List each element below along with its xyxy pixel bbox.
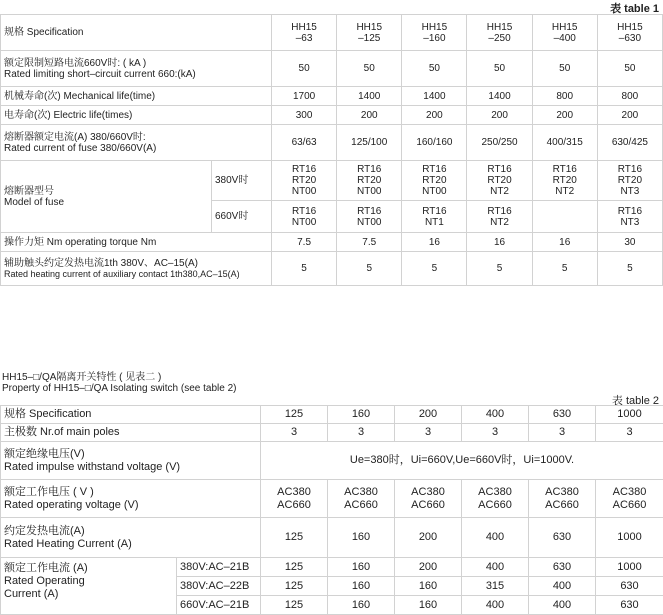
t1-cell: 5 [272, 252, 337, 286]
t1-cell: RT16 RT20 NT3 [597, 161, 662, 201]
t1-cell: 16 [532, 233, 597, 252]
t1-label: 熔断器额定电流(A) 380/660V时: Rated current of fuse 380/660V(A) [1, 125, 272, 161]
t2-cell: AC380 AC660 [328, 480, 395, 518]
t1-cell: 1400 [467, 87, 532, 106]
t1-cell: 16 [402, 233, 467, 252]
t2-col: 630 [529, 406, 596, 424]
t2-label: 额定绝缘电压(V) Rated impulse withstand voltage (V) [1, 442, 261, 480]
t2-cell: 400 [462, 518, 529, 558]
t2-row-op-voltage [1, 480, 663, 518]
t1-col [467, 15, 532, 51]
t2-cell: 3 [596, 424, 663, 442]
t1-col-text: HH15 –160 [405, 22, 463, 44]
t1-sublabel: 380V时 [212, 161, 272, 201]
t2-cell-wide: Ue=380时，Ui=660V,Ue=660V时，Ui=1000V. [261, 442, 663, 480]
t2-cell: AC380 AC660 [395, 480, 462, 518]
t1-sublabel: 660V时 [212, 201, 272, 233]
t2-cell: 3 [395, 424, 462, 442]
t1-cell: 5 [467, 252, 532, 286]
t1-cell: RT16 RT20 NT00 [272, 161, 337, 201]
table1-caption: 表 table 1 [610, 0, 659, 16]
t1-cell: RT16 NT00 [272, 201, 337, 233]
t2-cell: 200 [395, 518, 462, 558]
t1-cell: 1400 [402, 87, 467, 106]
t1-aux-label-cn: 辅助触头约定发热电流1th 380V、AC–15(A) [4, 258, 268, 269]
t2-cell: 400 [462, 558, 529, 577]
t1-cell: 16 [467, 233, 532, 252]
t1-col-text: HH15 –125 [340, 22, 398, 44]
t1-cell: RT16 NT1 [402, 201, 467, 233]
t2-cell: 630 [596, 596, 663, 615]
t1-row-elec [1, 106, 663, 125]
t2-cell: 160 [328, 558, 395, 577]
t2-cell: 3 [462, 424, 529, 442]
t1-cell: 1400 [337, 87, 402, 106]
t2-col: 160 [328, 406, 395, 424]
t2-spec-label: 规格 Specification [1, 406, 261, 424]
t2-cell: 160 [395, 577, 462, 596]
t1-label: 额定限制短路电流660V时: ( kA ) Rated limiting short–circuit current 660:(kA) [1, 51, 272, 87]
t2-cell: 1000 [596, 558, 663, 577]
t2-cell: AC380 AC660 [261, 480, 328, 518]
t2-cell: 1000 [596, 518, 663, 558]
t1-cell: RT16 RT20 NT2 [532, 161, 597, 201]
t1-row-limiting [1, 51, 663, 87]
t1-cell: 50 [597, 51, 662, 87]
t1-cell: 5 [532, 252, 597, 286]
t1-label [1, 252, 272, 286]
t2-label: 约定发热电流(A) Rated Heating Current (A) [1, 518, 261, 558]
t2-cell: 125 [261, 558, 328, 577]
t1-col-text: HH15 –250 [470, 22, 528, 44]
t1-cell: 630/425 [597, 125, 662, 161]
t2-cell: 315 [462, 577, 529, 596]
t1-col [337, 15, 402, 51]
t2-row-heating [1, 518, 663, 558]
t1-col [272, 15, 337, 51]
t1-cell: 160/160 [402, 125, 467, 161]
t1-cell: 125/100 [337, 125, 402, 161]
t2-cell: 125 [261, 518, 328, 558]
t2-col: 200 [395, 406, 462, 424]
t1-cell: 50 [272, 51, 337, 87]
t1-cell: 1700 [272, 87, 337, 106]
t1-cell: RT16 NT3 [597, 201, 662, 233]
t1-cell: 50 [337, 51, 402, 87]
t2-cell: 400 [529, 577, 596, 596]
t2-cell: 125 [261, 577, 328, 596]
t1-cell: 7.5 [272, 233, 337, 252]
t1-cell: 50 [532, 51, 597, 87]
t1-cell: 800 [532, 87, 597, 106]
t1-cell: 5 [402, 252, 467, 286]
t1-label: 机械寿命(次) Mechanical life(time) [1, 87, 272, 106]
t2-col: 400 [462, 406, 529, 424]
t1-cell: 5 [597, 252, 662, 286]
t1-cell: 63/63 [272, 125, 337, 161]
t2-cell: AC380 AC660 [529, 480, 596, 518]
t1-cell: 400/315 [532, 125, 597, 161]
t2-cell: 3 [529, 424, 596, 442]
t2-cell: 200 [395, 558, 462, 577]
t1-cell: 200 [467, 106, 532, 125]
t2-cell: 3 [328, 424, 395, 442]
t1-label: 操作力矩 Nm operating torque Nm [1, 233, 272, 252]
t2-row-impulse [1, 442, 663, 480]
t2-sublabel: 660V:AC–21B [177, 596, 261, 615]
t1-col-text: HH15 –630 [601, 22, 659, 44]
t1-row-aux [1, 252, 663, 286]
spec-table-1 [0, 14, 663, 286]
t2-cell: AC380 AC660 [462, 480, 529, 518]
t2-sublabel: 380V:AC–22B [177, 577, 261, 596]
t2-cell: 160 [395, 596, 462, 615]
t2-cell: 160 [328, 596, 395, 615]
t2-cell: 400 [529, 596, 596, 615]
t1-cell: 200 [597, 106, 662, 125]
t1-cell: 300 [272, 106, 337, 125]
t1-col-text: HH15 –400 [536, 22, 594, 44]
t1-cell: RT16 RT20 NT2 [467, 161, 532, 201]
t2-label: 额定工作电压 ( V ) Rated operating voltage (V) [1, 480, 261, 518]
t2-label: 主极数 Nr.of main poles [1, 424, 261, 442]
t1-cell: 200 [337, 106, 402, 125]
t2-cell: AC380 AC660 [596, 480, 663, 518]
t1-cell: RT16 NT00 [337, 201, 402, 233]
t1-row-fuse-380 [1, 161, 663, 201]
t1-spec-label: 规格 Specification [1, 15, 272, 51]
t1-cell: 250/250 [467, 125, 532, 161]
t2-cell: 3 [261, 424, 328, 442]
t2-cell: 630 [529, 518, 596, 558]
t1-col [597, 15, 662, 51]
t1-col [402, 15, 467, 51]
spec-table-2 [0, 405, 663, 615]
t1-cell: 200 [532, 106, 597, 125]
t2-col: 1000 [596, 406, 663, 424]
t2-cell: 630 [596, 577, 663, 596]
t2-col: 125 [261, 406, 328, 424]
t1-label: 电寿命(次) Electric life(times) [1, 106, 272, 125]
t1-cell: 30 [597, 233, 662, 252]
t2-cell: 160 [328, 577, 395, 596]
t1-aux-label-en: Rated heating current of auxiliary contact 1th380,AC–15(A) [4, 269, 268, 280]
t1-cell: 800 [597, 87, 662, 106]
t2-row-poles [1, 424, 663, 442]
table2-caption: 表 table 2 [612, 392, 659, 408]
t2-row-op-current-1 [1, 558, 663, 577]
t1-header-row [1, 15, 663, 51]
t1-cell: 50 [467, 51, 532, 87]
t1-cell: 7.5 [337, 233, 402, 252]
section2-title-en: Property of HH15–□/QA Isolating switch (see table 2) [2, 383, 236, 394]
t1-cell: RT16 NT2 [467, 201, 532, 233]
t1-cell: RT16 RT20 NT00 [402, 161, 467, 201]
t1-row-torque [1, 233, 663, 252]
t2-cell: 160 [328, 518, 395, 558]
t2-label: 额定工作电流 (A) Rated Operating Current (A) [1, 558, 177, 615]
t2-cell: 125 [261, 596, 328, 615]
t1-row-mech [1, 87, 663, 106]
t1-cell: 5 [337, 252, 402, 286]
t1-label: 熔断器型号 Model of fuse [1, 161, 212, 233]
t1-cell: 50 [402, 51, 467, 87]
t2-sublabel: 380V:AC–21B [177, 558, 261, 577]
section2-title-cn: HH15–□/QA隔离开关特性 ( 见表二 ) [2, 372, 236, 383]
t1-cell: RT16 RT20 NT00 [337, 161, 402, 201]
t1-cell [532, 201, 597, 233]
t1-row-fuse-current [1, 125, 663, 161]
t2-cell: 630 [529, 558, 596, 577]
section2-heading [2, 372, 236, 394]
t1-cell: 200 [402, 106, 467, 125]
t1-col-text: HH15 –63 [275, 22, 333, 44]
t2-cell: 400 [462, 596, 529, 615]
t1-col [532, 15, 597, 51]
t2-header-row [1, 406, 663, 424]
